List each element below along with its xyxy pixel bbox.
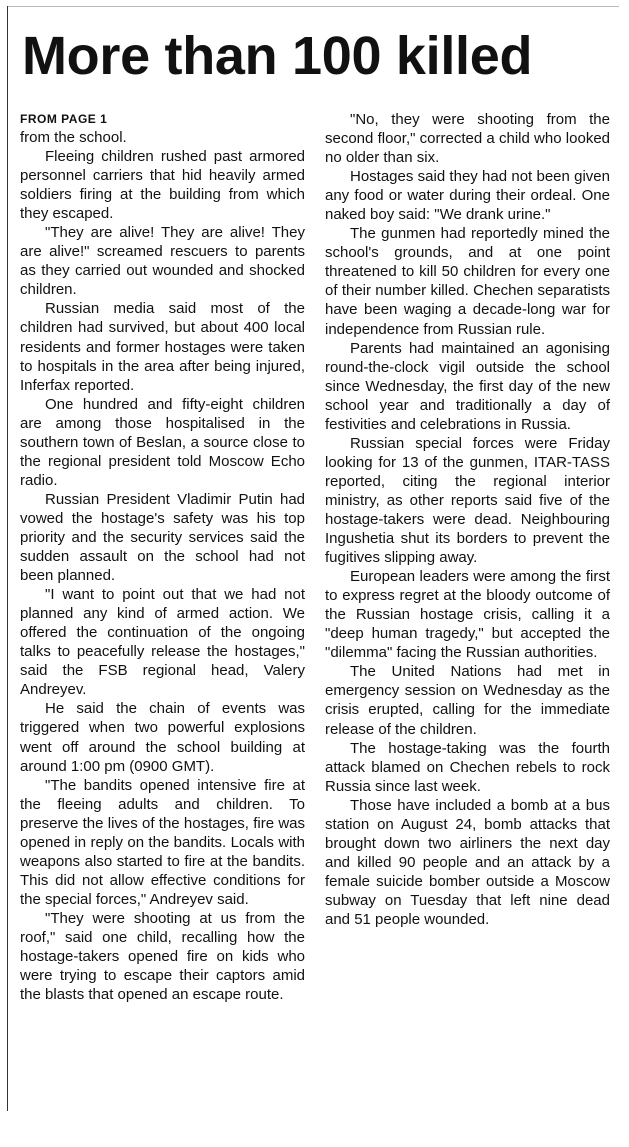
paragraph: "No, they were shooting from the second floor," corrected a child who looked no older than six.: [325, 111, 610, 167]
paragraph: Parents had maintained an agonising round-the-clock vigil outside the school since Wednesday, the first day of the new school year and traditionally a day of festivities and celebrations in Russia.: [325, 339, 610, 433]
paragraph: The hostage-taking was the fourth attack blamed on Chechen rebels to rock Russia since last week.: [325, 739, 610, 795]
paragraph: He said the chain of events was triggered when two powerful explosions went off around the school building at around 1:00 pm (0900 GMT).: [20, 700, 305, 775]
paragraph: Russian media said most of the children had survived, but about 400 local residents and former hostages were taken to hospitals in the area after being injured, Inferfax reported.: [20, 300, 305, 394]
paragraph: "They were shooting at us from the roof," said one child, recalling how the hostage-takers opened fire on kids who were trying to escape their captors amid the blasts that opened an escape route.: [20, 909, 305, 1004]
left-border-rule: [7, 6, 8, 1111]
paragraph: The United Nations had met in emergency session on Wednesday as the crisis erupted, calling for the immediate release of the children.: [325, 663, 610, 738]
paragraph: Hostages said they had not been given any food or water during their ordeal. One naked boy said: "We drank urine.": [325, 168, 610, 224]
paragraph: The gunmen had reportedly mined the school's grounds, and at one point threatened to kill 50 children for every one of their number killed. Chechen separatists have been waging a decade-long war for independence from Russian rule.: [325, 225, 610, 338]
column-right: [325, 110, 610, 1004]
paragraph: Russian President Vladimir Putin had vowed the hostage's safety was his top priority and the security services said the sudden assault on the school had not been planned.: [20, 490, 305, 585]
column-left: [20, 110, 305, 1004]
continuation-kicker: FROM PAGE 1: [20, 112, 108, 126]
paragraph: "The bandits opened intensive fire at the fleeing adults and children. To preserve the lives of the hostages, fire was opened in reply on the bandits. Locals with weapons also started to fire at the bandits. This did not allow effective conditions for the special forces," Andreyev said.: [20, 776, 305, 908]
headline: More than 100 killed: [22, 26, 533, 86]
paragraph: One hundred and fifty-eight children are among those hospitalised in the southern town of Beslan, a source close to the regional president told Moscow Echo radio.: [20, 395, 305, 489]
paragraph: European leaders were among the first to express regret at the bloody outcome of the Russian hostage crisis, calling it a "deep human tragedy," but accepted the "dilemma" facing the Russian authorities.: [325, 568, 610, 662]
article-body: [20, 110, 610, 1004]
paragraph: from the school.: [20, 129, 127, 146]
paragraph: "They are alive! They are alive! They are alive!" screamed rescuers to parents as they carried out wounded and shocked children.: [20, 224, 305, 299]
paragraph: Russian special forces were Friday looking for 13 of the gunmen, ITAR-TASS reported, citing the regional interior ministry, as other reports said five of the hostage-takers were dead. Neighbouring Ingushetia shut its borders to prevent the fugitives slipping away.: [325, 434, 610, 567]
top-border-rule: [7, 6, 619, 7]
paragraph: Fleeing children rushed past armored personnel carriers that hid heavily armed soldiers firing at the building from which they escaped.: [20, 148, 305, 223]
paragraph: "I want to point out that we had not planned any kind of armed action. We offered the continuation of the ongoing talks to peacefully release the hostages," said the FSB regional head, Valery Andreyev.: [20, 586, 305, 699]
paragraph: Those have included a bomb at a bus station on August 24, bomb attacks that brought down two airliners the next day and killed 90 people and an attack by a female suicide bomber outside a Moscow subway on Tuesday that left nine dead and 51 people wounded.: [325, 796, 610, 928]
